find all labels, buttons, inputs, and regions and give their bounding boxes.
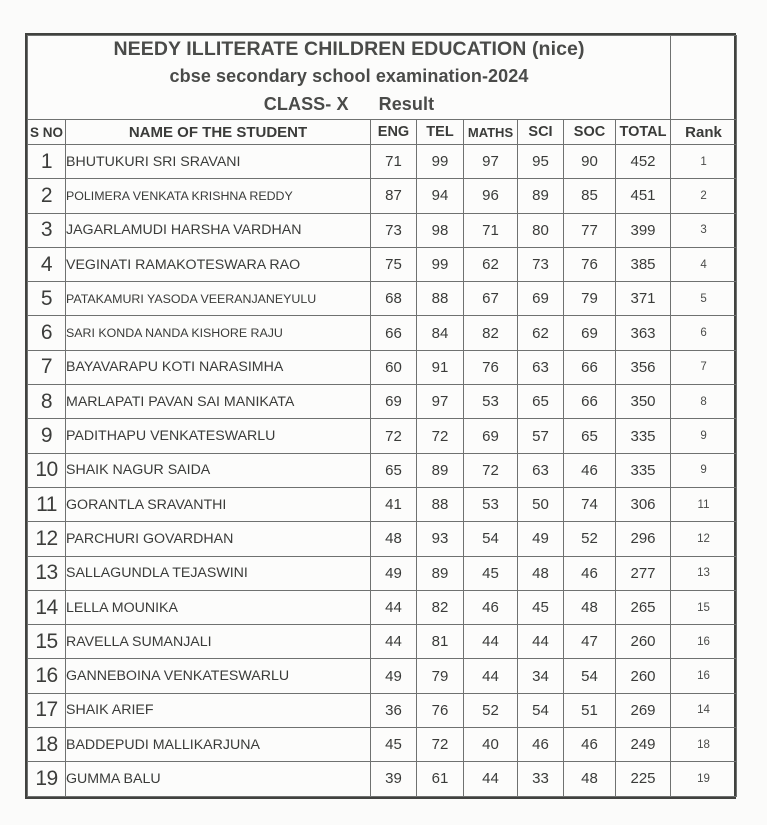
table-row <box>28 419 737 453</box>
cell-eng: 48 <box>371 522 417 556</box>
cell-total: 350 <box>616 385 671 419</box>
cell-rank: 14 <box>671 693 737 727</box>
cell-eng: 45 <box>371 728 417 762</box>
table-row <box>28 213 737 247</box>
cell-total: 385 <box>616 247 671 281</box>
cell-soc: 66 <box>564 350 616 384</box>
cell-rank: 2 <box>671 179 737 213</box>
cell-total: 399 <box>616 213 671 247</box>
cell-tel: 82 <box>417 590 464 624</box>
cell-tel: 98 <box>417 213 464 247</box>
cell-name: LELLA MOUNIKA <box>66 590 371 624</box>
cell-soc: 90 <box>564 145 616 179</box>
table-row <box>28 522 737 556</box>
title-rank-blank-cell <box>671 36 737 120</box>
cell-rank: 15 <box>671 590 737 624</box>
cell-maths: 52 <box>464 693 518 727</box>
cell-sci: 89 <box>518 179 564 213</box>
column-header-name[interactable]: NAME OF THE STUDENT <box>66 120 371 145</box>
cell-rank: 18 <box>671 728 737 762</box>
cell-name: PATAKAMURI YASODA VEERANJANEYULU <box>66 282 371 316</box>
cell-soc: 79 <box>564 282 616 316</box>
class-result-title <box>28 90 670 118</box>
cell-sci: 45 <box>518 590 564 624</box>
table-row <box>28 282 737 316</box>
cell-soc: 46 <box>564 453 616 487</box>
table-row <box>28 590 737 624</box>
cell-rank: 16 <box>671 625 737 659</box>
cell-total: 452 <box>616 145 671 179</box>
cell-sno: 8 <box>28 385 66 419</box>
cell-eng: 71 <box>371 145 417 179</box>
cell-soc: 52 <box>564 522 616 556</box>
table-header-row <box>28 120 737 145</box>
cell-total: 260 <box>616 625 671 659</box>
column-header-total[interactable]: TOTAL <box>616 120 671 145</box>
cell-maths: 53 <box>464 487 518 521</box>
cell-maths: 67 <box>464 282 518 316</box>
cell-tel: 76 <box>417 693 464 727</box>
cell-total: 335 <box>616 453 671 487</box>
cell-rank: 4 <box>671 247 737 281</box>
cell-name: BADDEPUDI MALLIKARJUNA <box>66 728 371 762</box>
cell-soc: 48 <box>564 590 616 624</box>
cell-sci: 49 <box>518 522 564 556</box>
cell-sci: 73 <box>518 247 564 281</box>
cell-maths: 54 <box>464 522 518 556</box>
cell-sno: 3 <box>28 213 66 247</box>
cell-tel: 94 <box>417 179 464 213</box>
cell-tel: 99 <box>417 247 464 281</box>
cell-total: 265 <box>616 590 671 624</box>
cell-soc: 74 <box>564 487 616 521</box>
cell-name: BHUTUKURI SRI SRAVANI <box>66 145 371 179</box>
cell-rank: 1 <box>671 145 737 179</box>
cell-eng: 68 <box>371 282 417 316</box>
cell-soc: 47 <box>564 625 616 659</box>
cell-sno: 15 <box>28 625 66 659</box>
cell-sno: 1 <box>28 145 66 179</box>
cell-sno: 4 <box>28 247 66 281</box>
cell-eng: 69 <box>371 385 417 419</box>
cell-sno: 10 <box>28 453 66 487</box>
exam-title: cbse secondary school examination-2024 <box>169 66 529 86</box>
cell-sci: 95 <box>518 145 564 179</box>
cell-rank: 16 <box>671 659 737 693</box>
cell-maths: 44 <box>464 659 518 693</box>
cell-total: 249 <box>616 728 671 762</box>
cell-sci: 69 <box>518 282 564 316</box>
cell-name: GUMMA BALU <box>66 762 371 796</box>
column-header-sno[interactable]: S NO <box>28 120 66 145</box>
cell-eng: 72 <box>371 419 417 453</box>
cell-soc: 48 <box>564 762 616 796</box>
cell-sno: 7 <box>28 350 66 384</box>
cell-total: 356 <box>616 350 671 384</box>
class-label: CLASS- X <box>263 94 349 114</box>
cell-sno: 17 <box>28 693 66 727</box>
cell-soc: 54 <box>564 659 616 693</box>
column-header-maths[interactable]: MATHS <box>464 120 518 145</box>
table-row <box>28 145 737 179</box>
cell-eng: 49 <box>371 556 417 590</box>
cell-name: MARLAPATI PAVAN SAI MANIKATA <box>66 385 371 419</box>
cell-name: GORANTLA SRAVANTHI <box>66 487 371 521</box>
cell-total: 451 <box>616 179 671 213</box>
table-row <box>28 659 737 693</box>
cell-name: SHAIK ARIEF <box>66 693 371 727</box>
cell-tel: 88 <box>417 487 464 521</box>
cell-sci: 33 <box>518 762 564 796</box>
table-row <box>28 762 737 796</box>
cell-tel: 93 <box>417 522 464 556</box>
cell-maths: 69 <box>464 419 518 453</box>
cell-rank: 13 <box>671 556 737 590</box>
cell-sno: 11 <box>28 487 66 521</box>
cell-sno: 18 <box>28 728 66 762</box>
table-row <box>28 179 737 213</box>
cell-sno: 12 <box>28 522 66 556</box>
cell-maths: 46 <box>464 590 518 624</box>
cell-name: PADITHAPU VENKATESWARLU <box>66 419 371 453</box>
table-row <box>28 316 737 350</box>
table-row <box>28 625 737 659</box>
column-header-sci[interactable]: SCI <box>518 120 564 145</box>
cell-sno: 5 <box>28 282 66 316</box>
cell-rank: 3 <box>671 213 737 247</box>
cell-tel: 81 <box>417 625 464 659</box>
cell-sci: 54 <box>518 693 564 727</box>
cell-tel: 99 <box>417 145 464 179</box>
cell-name: SALLAGUNDLA TEJASWINI <box>66 556 371 590</box>
cell-rank: 9 <box>671 453 737 487</box>
cell-total: 296 <box>616 522 671 556</box>
cell-total: 277 <box>616 556 671 590</box>
cell-maths: 71 <box>464 213 518 247</box>
result-label: Result <box>378 94 435 114</box>
cell-tel: 84 <box>417 316 464 350</box>
table-row <box>28 728 737 762</box>
cell-sci: 62 <box>518 316 564 350</box>
cell-eng: 65 <box>371 453 417 487</box>
table-row <box>28 556 737 590</box>
column-header-soc[interactable]: SOC <box>564 120 616 145</box>
column-header-eng[interactable]: ENG <box>371 120 417 145</box>
cell-sno: 9 <box>28 419 66 453</box>
cell-sci: 46 <box>518 728 564 762</box>
cell-maths: 97 <box>464 145 518 179</box>
cell-total: 306 <box>616 487 671 521</box>
cell-rank: 12 <box>671 522 737 556</box>
cell-eng: 75 <box>371 247 417 281</box>
cell-total: 335 <box>616 419 671 453</box>
cell-eng: 36 <box>371 693 417 727</box>
cell-sno: 16 <box>28 659 66 693</box>
cell-tel: 91 <box>417 350 464 384</box>
cell-tel: 61 <box>417 762 464 796</box>
cell-tel: 89 <box>417 453 464 487</box>
cell-soc: 77 <box>564 213 616 247</box>
cell-sno: 14 <box>28 590 66 624</box>
result-sheet <box>25 33 736 799</box>
cell-maths: 45 <box>464 556 518 590</box>
table-row <box>28 247 737 281</box>
cell-tel: 88 <box>417 282 464 316</box>
cell-maths: 44 <box>464 762 518 796</box>
cell-total: 371 <box>616 282 671 316</box>
cell-maths: 53 <box>464 385 518 419</box>
cell-eng: 60 <box>371 350 417 384</box>
cell-eng: 66 <box>371 316 417 350</box>
table-row <box>28 453 737 487</box>
document-title-block <box>28 36 671 120</box>
cell-tel: 72 <box>417 419 464 453</box>
cell-soc: 51 <box>564 693 616 727</box>
cell-maths: 44 <box>464 625 518 659</box>
table-row <box>28 693 737 727</box>
result-table <box>27 35 737 797</box>
cell-maths: 96 <box>464 179 518 213</box>
cell-sci: 63 <box>518 453 564 487</box>
cell-tel: 72 <box>417 728 464 762</box>
cell-sci: 65 <box>518 385 564 419</box>
cell-rank: 8 <box>671 385 737 419</box>
cell-rank: 5 <box>671 282 737 316</box>
cell-name: GANNEBOINA VENKATESWARLU <box>66 659 371 693</box>
cell-maths: 82 <box>464 316 518 350</box>
column-header-rank[interactable]: Rank <box>671 120 737 145</box>
cell-sno: 6 <box>28 316 66 350</box>
cell-name: RAVELLA SUMANJALI <box>66 625 371 659</box>
cell-eng: 41 <box>371 487 417 521</box>
cell-name: SHAIK NAGUR SAIDA <box>66 453 371 487</box>
cell-sci: 44 <box>518 625 564 659</box>
cell-soc: 69 <box>564 316 616 350</box>
cell-maths: 62 <box>464 247 518 281</box>
org-title: NEEDY ILLITERATE CHILDREN EDUCATION (nice) <box>113 38 585 60</box>
cell-sno: 2 <box>28 179 66 213</box>
table-row <box>28 487 737 521</box>
cell-sno: 13 <box>28 556 66 590</box>
cell-rank: 19 <box>671 762 737 796</box>
cell-sno: 19 <box>28 762 66 796</box>
cell-rank: 11 <box>671 487 737 521</box>
column-header-tel[interactable]: TEL <box>417 120 464 145</box>
cell-eng: 87 <box>371 179 417 213</box>
cell-maths: 72 <box>464 453 518 487</box>
cell-maths: 76 <box>464 350 518 384</box>
table-row <box>28 385 737 419</box>
cell-soc: 76 <box>564 247 616 281</box>
cell-tel: 89 <box>417 556 464 590</box>
cell-name: BAYAVARAPU KOTI NARASIMHA <box>66 350 371 384</box>
cell-tel: 79 <box>417 659 464 693</box>
cell-name: JAGARLAMUDI HARSHA VARDHAN <box>66 213 371 247</box>
cell-total: 260 <box>616 659 671 693</box>
cell-soc: 65 <box>564 419 616 453</box>
cell-name: SARI KONDA NANDA KISHORE RAJU <box>66 316 371 350</box>
cell-maths: 40 <box>464 728 518 762</box>
cell-tel: 97 <box>417 385 464 419</box>
cell-sci: 80 <box>518 213 564 247</box>
cell-name: PARCHURI GOVARDHAN <box>66 522 371 556</box>
title-row <box>28 36 737 120</box>
cell-total: 225 <box>616 762 671 796</box>
cell-eng: 73 <box>371 213 417 247</box>
cell-eng: 44 <box>371 590 417 624</box>
cell-soc: 66 <box>564 385 616 419</box>
cell-soc: 46 <box>564 556 616 590</box>
table-row <box>28 350 737 384</box>
cell-name: POLIMERA VENKATA KRISHNA REDDY <box>66 179 371 213</box>
cell-sci: 57 <box>518 419 564 453</box>
cell-soc: 85 <box>564 179 616 213</box>
cell-total: 269 <box>616 693 671 727</box>
cell-sci: 34 <box>518 659 564 693</box>
cell-eng: 49 <box>371 659 417 693</box>
cell-rank: 7 <box>671 350 737 384</box>
cell-sci: 50 <box>518 487 564 521</box>
cell-eng: 39 <box>371 762 417 796</box>
cell-eng: 44 <box>371 625 417 659</box>
cell-sci: 63 <box>518 350 564 384</box>
cell-rank: 6 <box>671 316 737 350</box>
cell-name: VEGINATI RAMAKOTESWARA RAO <box>66 247 371 281</box>
cell-soc: 46 <box>564 728 616 762</box>
cell-sci: 48 <box>518 556 564 590</box>
cell-total: 363 <box>616 316 671 350</box>
cell-rank: 9 <box>671 419 737 453</box>
